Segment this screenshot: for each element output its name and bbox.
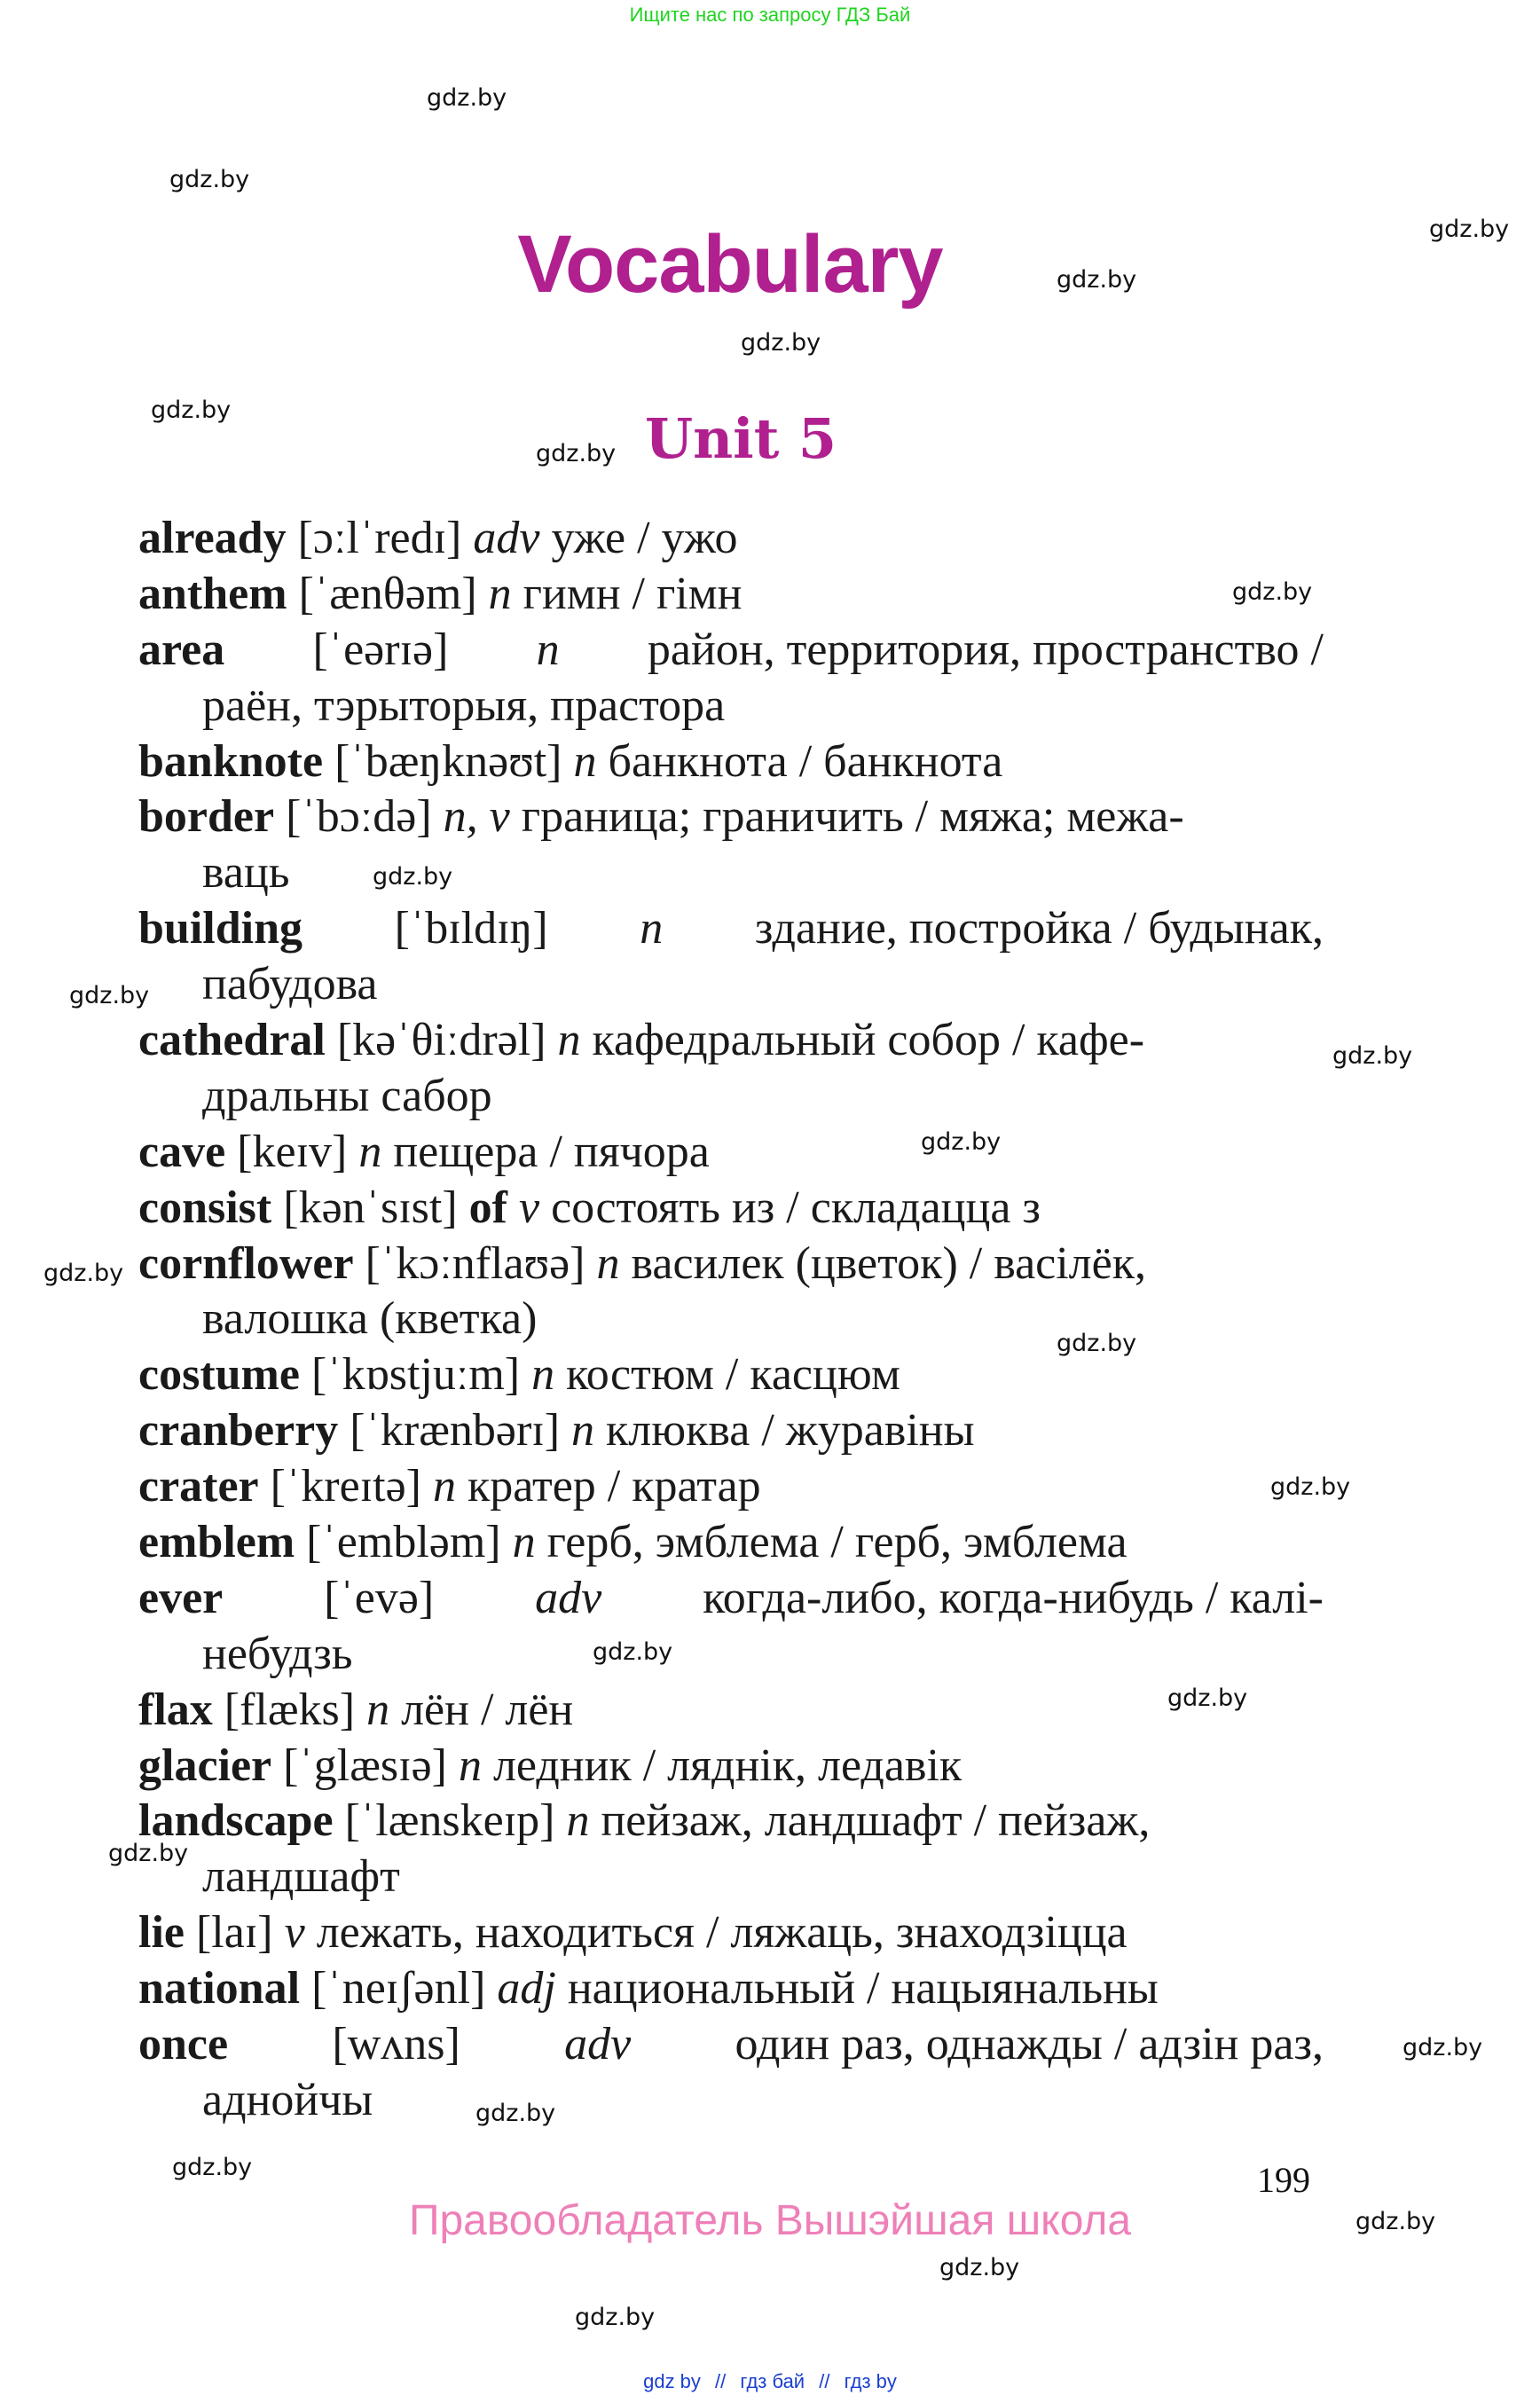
- footer-links: [0, 2370, 1540, 2393]
- vocab-entry: [138, 734, 1324, 790]
- watermark: gdz.by: [43, 1260, 124, 1287]
- translation: василек (цветок) / васілёк,: [631, 1237, 1146, 1289]
- part-of-speech: n: [512, 1517, 536, 1568]
- transcription: [laɪ]: [195, 1907, 273, 1959]
- vocab-entry-continuation: [138, 679, 1324, 734]
- translation: аднойчы: [202, 2074, 373, 2125]
- translation: граница; граничить / мяжа; межа-: [521, 791, 1184, 843]
- watermark: gdz.by: [575, 2304, 656, 2331]
- part-of-speech: n: [488, 568, 512, 619]
- vocab-entry: [138, 1739, 1324, 1794]
- part-of-speech: n: [571, 1405, 595, 1457]
- watermark: gdz.by: [939, 2254, 1020, 2281]
- translation: уже / ужо: [551, 513, 738, 563]
- vocabulary-list: [138, 511, 1324, 2129]
- watermark: gdz.by: [741, 329, 821, 357]
- translation: лён / лён: [401, 1684, 574, 1735]
- headword: emblem: [138, 1517, 295, 1568]
- watermark: gdz.by: [475, 2100, 556, 2127]
- watermark: gdz.by: [151, 397, 232, 424]
- translation: раён, тэрыторыя, прастора: [202, 679, 726, 731]
- vocab-entry-continuation: [138, 2073, 1324, 2129]
- watermark: gdz.by: [1167, 1684, 1248, 1712]
- headword: glacier: [138, 1739, 272, 1791]
- translation: национальный / нацыянальны: [567, 1963, 1159, 2014]
- headword: already: [138, 513, 287, 563]
- translation: банкнота / банкнота: [608, 735, 1003, 787]
- translation: герб, эмблема / герб, эмблема: [546, 1517, 1128, 1568]
- vocab-entry: [138, 1571, 1324, 1627]
- vocab-entry: [138, 623, 1324, 679]
- headword: once: [138, 2019, 229, 2070]
- transcription: [ˈevə]: [324, 1572, 435, 1623]
- vocab-entry: [138, 1794, 1324, 1849]
- part-of-speech: n: [573, 735, 597, 787]
- search-banner: Ищите нас по запросу ГДЗ Бай: [629, 4, 911, 26]
- headword: cornflower: [138, 1237, 354, 1289]
- headword: area: [138, 624, 225, 675]
- translation: здание, постройка / будынак,: [754, 903, 1324, 954]
- headword: anthem: [138, 568, 287, 619]
- part-of-speech: adv: [535, 1572, 602, 1623]
- watermark: gdz.by: [1402, 2034, 1483, 2061]
- headword: banknote: [138, 735, 324, 787]
- transcription: [ˈbæŋknəʊt]: [334, 735, 562, 787]
- transcription: [ˈlænskeɪp]: [344, 1795, 555, 1847]
- footer-link-gdz-by[interactable]: gdz by: [643, 2370, 701, 2392]
- headword: lie: [138, 1907, 185, 1959]
- watermark: gdz.by: [427, 84, 507, 112]
- transcription: [ˈeərɪə]: [312, 624, 449, 675]
- translation: кратер / кратар: [467, 1461, 761, 1512]
- transcription: [wʌns]: [332, 2019, 460, 2070]
- page-title: Vocabulary: [517, 219, 943, 310]
- watermark: gdz.by: [172, 2154, 253, 2181]
- vocab-entry: [138, 1905, 1324, 1961]
- translation: костюм / касцюм: [566, 1349, 900, 1401]
- translation: когда-либо, когда-нибудь / калі-: [703, 1572, 1324, 1623]
- vocab-entry: [138, 1125, 1324, 1181]
- headword: border: [138, 791, 275, 843]
- watermark: gdz.by: [1232, 578, 1313, 606]
- transcription: [ˈneɪʃənl]: [311, 1963, 486, 2014]
- watermark: gdz.by: [1429, 216, 1510, 243]
- part-of-speech: n: [557, 1015, 581, 1066]
- part-of-speech: n: [358, 1126, 382, 1177]
- part-of-speech: n: [432, 1461, 456, 1512]
- headword: building: [138, 903, 303, 954]
- transcription: [ˈkreɪtə]: [270, 1461, 421, 1512]
- translation: гимн / гімн: [522, 568, 742, 619]
- vocab-entry: [138, 1683, 1324, 1739]
- watermark: gdz.by: [1057, 1330, 1137, 1357]
- vocab-entry-continuation: [138, 1627, 1324, 1683]
- headword: landscape: [138, 1795, 334, 1847]
- transcription: [ˈbɔːdə]: [286, 791, 432, 843]
- part-of-speech: v: [284, 1907, 305, 1959]
- translation: валошка (кветка): [202, 1293, 538, 1345]
- translation: пещера / пячора: [393, 1126, 710, 1177]
- translation: ландшафт: [202, 1851, 400, 1903]
- vocab-entry: [138, 511, 1324, 567]
- part-of-speech: v: [518, 1182, 540, 1233]
- transcription: [ˈænθəm]: [298, 568, 477, 619]
- headword: cranberry: [138, 1405, 339, 1457]
- vocab-entry: [138, 1515, 1324, 1571]
- vocab-entry-continuation: [138, 845, 1324, 901]
- footer-link-gdz-by-cyr[interactable]: гдз by: [844, 2370, 897, 2392]
- translation: район, территория, пространство /: [647, 624, 1324, 675]
- watermark: gdz.by: [593, 1638, 673, 1666]
- transcription: [flæks]: [224, 1684, 356, 1735]
- translation: кафедральный собор / кафе-: [592, 1015, 1145, 1066]
- vocab-entry: [138, 1961, 1324, 2017]
- translation: пабудова: [202, 959, 378, 1010]
- copyright-holder: Правообладатель Вышэйшая школа: [408, 2197, 1132, 2244]
- part-of-speech: n: [366, 1684, 390, 1735]
- page-number: 199: [1257, 2160, 1310, 2200]
- headword: cathedral: [138, 1015, 326, 1066]
- transcription: [ˈbɪldɪŋ]: [394, 903, 548, 954]
- transcription: [kəˈθiːdrəl]: [336, 1015, 546, 1066]
- headword: cave: [138, 1126, 226, 1177]
- vocab-entry-continuation: [138, 957, 1324, 1013]
- part-of-speech: n: [640, 903, 664, 954]
- vocab-entry: [138, 1237, 1324, 1292]
- watermark: gdz.by: [108, 1840, 189, 1867]
- translation: небудзь: [202, 1628, 353, 1679]
- transcription: [kənˈsɪst]: [283, 1182, 458, 1233]
- vocab-entry: [138, 789, 1324, 845]
- transcription: [ˈglæsɪə]: [283, 1739, 447, 1791]
- transcription: [ˈkɒstjuːm]: [310, 1349, 521, 1401]
- transcription: [keɪv]: [237, 1126, 348, 1177]
- transcription: [ˈkɔːnflaʊə]: [365, 1237, 585, 1289]
- vocab-entry: [138, 1013, 1324, 1069]
- translation: ваць: [202, 847, 290, 899]
- transcription: [ˈkrænbərɪ]: [350, 1405, 561, 1457]
- vocab-entry: [138, 901, 1324, 957]
- headword: costume: [138, 1349, 300, 1401]
- translation: состоять из / складацца з: [551, 1182, 1041, 1233]
- watermark: gdz.by: [373, 863, 453, 891]
- headword: flax: [138, 1684, 213, 1735]
- footer-link-gdz-bai[interactable]: гдз бай: [740, 2370, 805, 2392]
- vocab-entry-continuation: [138, 1069, 1324, 1125]
- part-of-speech: n: [458, 1739, 482, 1791]
- watermark: gdz.by: [536, 440, 617, 467]
- headword: consist: [138, 1182, 272, 1233]
- watermark: gdz.by: [69, 982, 150, 1009]
- headword: national: [138, 1963, 301, 2014]
- vocab-entry-continuation: [138, 1292, 1324, 1347]
- translation: один раз, однажды / адзін раз,: [735, 2019, 1324, 2070]
- vocab-entry-continuation: [138, 1849, 1324, 1905]
- translation: лежать, находиться / ляжаць, знаходзіцца: [316, 1907, 1128, 1959]
- translation: ледник / ляднік, ледавік: [492, 1739, 962, 1791]
- watermark: gdz.by: [1270, 1473, 1351, 1501]
- vocab-entry: [138, 1459, 1324, 1515]
- part-of-speech: adj: [497, 1963, 556, 2014]
- part-of-speech: n: [536, 624, 560, 675]
- headword-particle: of: [468, 1182, 507, 1233]
- part-of-speech: adv: [564, 2019, 632, 2070]
- transcription: [ˈembləm]: [306, 1517, 501, 1568]
- translation: дральны сабор: [202, 1070, 492, 1121]
- vocab-entry: [138, 1403, 1324, 1459]
- translation: пейзаж, ландшафт / пейзаж,: [601, 1795, 1151, 1847]
- watermark: gdz.by: [921, 1128, 1002, 1156]
- translation: клюква / журавіны: [606, 1405, 975, 1457]
- footer-separator: //: [819, 2370, 830, 2392]
- unit-heading: Unit 5: [645, 406, 837, 471]
- part-of-speech: n: [531, 1349, 555, 1401]
- footer-separator: //: [715, 2370, 727, 2392]
- part-of-speech: n, v: [443, 791, 510, 843]
- watermark: gdz.by: [169, 166, 250, 193]
- headword: ever: [138, 1572, 224, 1623]
- part-of-speech: n: [596, 1237, 620, 1289]
- part-of-speech: adv: [473, 513, 540, 563]
- watermark: gdz.by: [1332, 1042, 1413, 1070]
- watermark: gdz.by: [1355, 2208, 1436, 2235]
- vocab-entry: [138, 1347, 1324, 1403]
- vocab-entry: [138, 1181, 1324, 1237]
- headword: crater: [138, 1461, 259, 1512]
- vocab-entry: [138, 567, 1324, 623]
- part-of-speech: n: [566, 1795, 590, 1847]
- transcription: [ɔːlˈredɪ]: [297, 513, 462, 563]
- vocab-entry: [138, 2017, 1324, 2073]
- watermark: gdz.by: [1057, 266, 1137, 294]
